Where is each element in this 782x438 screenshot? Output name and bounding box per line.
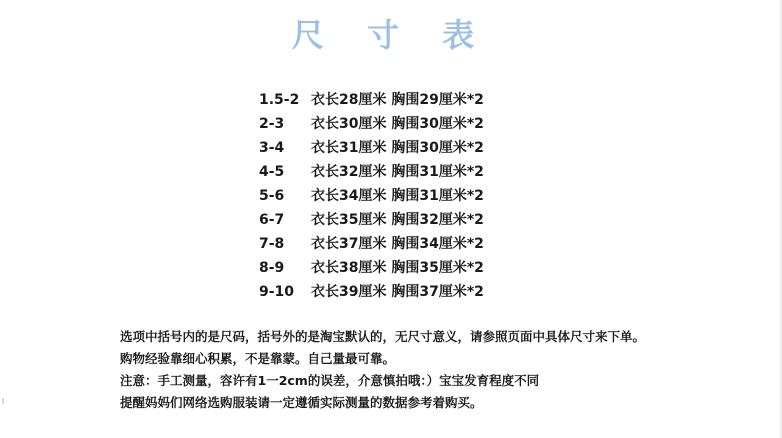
size-measurements: 衣长31厘米 胸围30厘米*2 bbox=[311, 140, 484, 156]
left-edge-mark bbox=[2, 398, 4, 404]
page-title: 尺 寸 表 bbox=[291, 16, 491, 54]
size-row bbox=[259, 136, 559, 160]
size-range: 2-3 bbox=[259, 116, 285, 132]
size-measurements: 衣长37厘米 胸围34厘米*2 bbox=[311, 236, 484, 252]
size-row bbox=[259, 280, 559, 304]
size-range: 4-5 bbox=[259, 164, 285, 180]
size-range: 7-8 bbox=[259, 236, 285, 252]
size-row bbox=[259, 112, 559, 136]
size-measurements: 衣长28厘米 胸围29厘米*2 bbox=[311, 92, 484, 108]
note-line: 购物经验靠细心积累，不是靠蒙。自己量最可靠。 bbox=[120, 351, 396, 366]
size-measurements: 衣长30厘米 胸围30厘米*2 bbox=[311, 116, 484, 132]
size-row bbox=[259, 208, 559, 232]
size-row bbox=[259, 88, 559, 112]
size-range: 3-4 bbox=[259, 140, 285, 156]
size-measurements: 衣长32厘米 胸围31厘米*2 bbox=[311, 164, 484, 180]
size-measurements: 衣长38厘米 胸围35厘米*2 bbox=[311, 260, 484, 276]
size-range: 9-10 bbox=[259, 284, 295, 300]
size-measurements: 衣长35厘米 胸围32厘米*2 bbox=[311, 212, 484, 228]
size-row bbox=[259, 184, 559, 208]
note-line: 选项中括号内的是尺码，括号外的是淘宝默认的，无尺寸意义，请参照页面中具体尺寸来下单。 bbox=[120, 329, 646, 344]
note-line: 注意：手工测量，容许有1一2cm的误差，介意慎拍哦：）宝宝发育程度不同 bbox=[120, 373, 540, 388]
notes-section bbox=[120, 326, 770, 414]
note-line: 提醒妈妈们网络选购服装请一定遵循实际测量的数据参考着购买。 bbox=[120, 395, 483, 410]
size-measurements: 衣长34厘米 胸围31厘米*2 bbox=[311, 188, 484, 204]
size-range: 1.5-2 bbox=[259, 92, 300, 108]
size-table bbox=[259, 88, 559, 304]
size-range: 8-9 bbox=[259, 260, 285, 276]
size-row bbox=[259, 256, 559, 280]
size-range: 5-6 bbox=[259, 188, 285, 204]
size-range: 6-7 bbox=[259, 212, 285, 228]
size-row bbox=[259, 160, 559, 184]
size-row bbox=[259, 232, 559, 256]
size-measurements: 衣长39厘米 胸围37厘米*2 bbox=[311, 284, 484, 300]
